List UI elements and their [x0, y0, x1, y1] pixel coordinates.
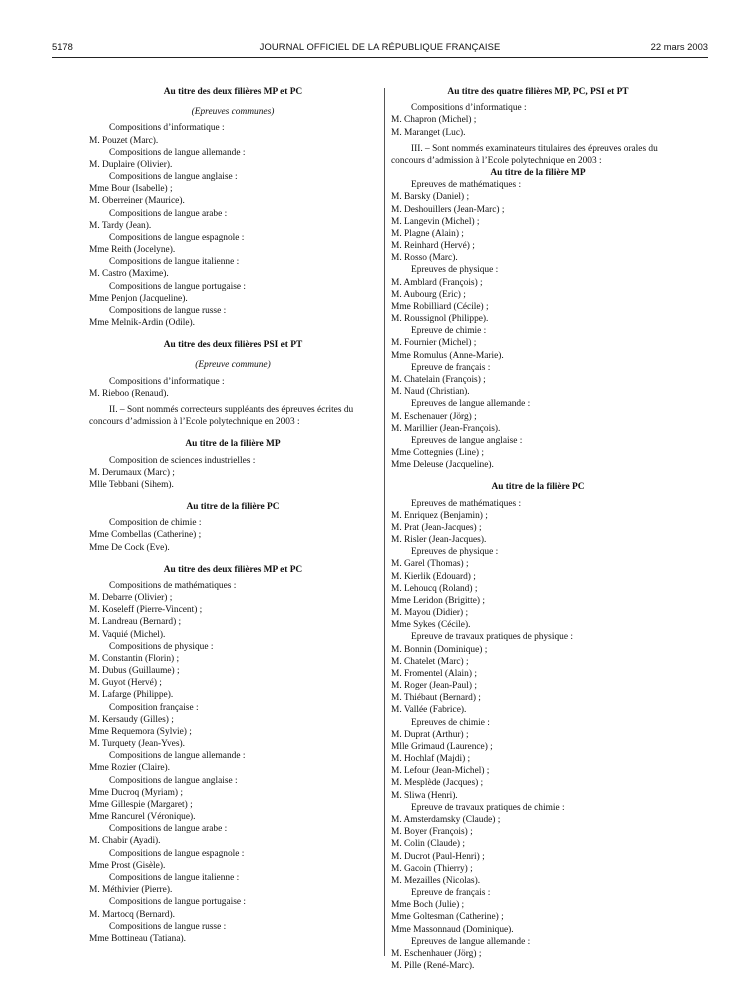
name-entry: Mme Massonnaud (Dominique).: [391, 924, 514, 935]
left-column: [89, 86, 377, 945]
name-entry: Mme Deleuse (Jacqueline).: [391, 460, 494, 471]
name-entry: M. Colin (Claude) ;: [391, 839, 465, 850]
name-entry: M. Sliwa (Henri).: [391, 790, 458, 801]
header-rule: [52, 57, 708, 58]
name-entry: Mlle Grimaud (Laurence) ;: [391, 741, 493, 752]
exam-label: Epreuve de chimie :: [411, 326, 487, 337]
name-entry: M. Tardy (Jean).: [89, 220, 152, 231]
name-entry: M. Langevin (Michel) ;: [391, 216, 480, 227]
name-entry: M. Castro (Maxime).: [89, 269, 169, 280]
exam-label: Compositions de langue italienne :: [109, 257, 240, 268]
paragraph: II. – Sont nommés correcteurs suppléants des épreuves écrites du concours d’admission à l’Ecole polytechnique en 2003 :: [89, 404, 354, 428]
exam-label: Epreuve de français :: [411, 888, 491, 899]
name-entry: Mme Boch (Julie) ;: [391, 900, 465, 911]
name-entry: M. Marillier (Jean-François).: [391, 423, 501, 434]
name-entry: M. Rieboo (Renaud).: [89, 388, 169, 399]
name-entry: M. Constantin (Florin) ;: [89, 653, 180, 664]
name-entry: M. Vallée (Fabrice).: [391, 705, 467, 716]
exam-label: Compositions de physique :: [109, 641, 214, 652]
page-number: 5178: [52, 41, 73, 52]
exam-label: Epreuves de langue anglaise :: [411, 435, 523, 446]
name-entry: M. Duprat (Arthur) ;: [391, 729, 469, 740]
name-entry: Mme Leridon (Brigitte) ;: [391, 595, 485, 606]
name-entry: M. Derumaux (Marc) ;: [89, 467, 175, 478]
name-entry: Mme Cottegnies (Line) ;: [391, 448, 484, 459]
name-entry: Mme De Cock (Eve).: [89, 542, 170, 553]
name-entry: M. Kierlik (Edouard) ;: [391, 571, 476, 582]
name-entry: M. Maranget (Luc).: [391, 127, 466, 138]
exam-label: Epreuves de physique :: [411, 547, 499, 558]
name-entry: M. Reinhard (Hervé) ;: [391, 241, 475, 252]
name-entry: M. Fromentel (Alain) ;: [391, 668, 477, 679]
name-entry: M. Chatelet (Marc) ;: [391, 656, 469, 667]
name-entry: M. Lehoucq (Roland) ;: [391, 583, 478, 594]
name-entry: M. Pouzet (Marc).: [89, 135, 159, 146]
exam-label: Epreuve de travaux pratiques de chimie :: [411, 802, 565, 813]
name-entry: M. Fournier (Michel) ;: [391, 338, 477, 349]
name-entry: M. Pille (René-Marc).: [391, 961, 475, 972]
exam-label: Epreuves de mathématiques :: [411, 498, 522, 509]
issue-date: 22 mars 2003: [650, 41, 708, 52]
name-entry: Mme Melnik-Ardin (Odile).: [89, 318, 195, 329]
exam-label: Compositions de langue russe :: [109, 305, 227, 316]
page-header: [52, 41, 708, 55]
name-entry: M. Chabir (Ayadi).: [89, 836, 161, 847]
name-entry: M. Chatelain (François) ;: [391, 374, 486, 385]
name-entry: M. Koseleff (Pierre-Vincent) ;: [89, 605, 203, 616]
exam-label: Composition de chimie :: [109, 518, 202, 529]
section-heading: Au titre des deux filières MP et PC: [163, 564, 303, 575]
name-entry: M. Mezailles (Nicolas).: [391, 875, 481, 886]
exam-label: Epreuves de langue allemande :: [411, 399, 531, 410]
section-heading: Au titre de la filière MP: [185, 439, 281, 450]
name-entry: M. Amblard (François) ;: [391, 277, 483, 288]
name-entry: M. Plagne (Alain) ;: [391, 228, 464, 239]
exam-label: Compositions de mathématiques :: [109, 580, 237, 591]
name-entry: M. Ducrot (Paul-Henri) ;: [391, 851, 485, 862]
exam-label: Compositions d’informatique :: [411, 103, 527, 114]
exam-label: Composition française :: [109, 702, 199, 713]
exam-label: Compositions de langue anglaise :: [109, 172, 238, 183]
name-entry: M. Debarre (Olivier) ;: [89, 593, 173, 604]
name-entry: M. Guyot (Hervé) ;: [89, 678, 162, 689]
name-entry: M. Martocq (Bernard).: [89, 909, 175, 920]
name-entry: M. Eschenhauer (Jörg) ;: [391, 948, 482, 959]
right-column: [391, 86, 685, 972]
name-entry: Mme Penjon (Jacqueline).: [89, 293, 188, 304]
name-entry: Mme Rancurel (Véronique).: [89, 812, 196, 823]
name-entry: M. Turquety (Jean-Yves).: [89, 739, 185, 750]
exam-label: Compositions de langue arabe :: [109, 824, 228, 835]
exam-label: Compositions de langue allemande :: [109, 147, 246, 158]
name-entry: M. Méthivier (Pierre).: [89, 885, 173, 896]
name-entry: M. Dubus (Guillaume) ;: [89, 666, 180, 677]
exam-label: Epreuve de français :: [411, 362, 491, 373]
name-entry: M. Rosso (Marc).: [391, 253, 458, 264]
name-entry: M. Lafarge (Philippe).: [89, 690, 174, 701]
name-entry: Mme Requemora (Sylvie) ;: [89, 726, 192, 737]
paragraph: III. – Sont nommés examinateurs titulaires des épreuves orales du concours d’admission à l’Ecole polytechnique en 2003 :: [391, 143, 658, 166]
section-heading: Au titre des deux filières PSI et PT: [163, 340, 303, 351]
exam-label: Compositions de langue arabe :: [109, 208, 228, 219]
exam-label: Composition de sciences industrielles :: [109, 455, 256, 466]
name-entry: M. Naud (Christian).: [391, 387, 470, 398]
name-entry: M. Deshouillers (Jean-Marc) ;: [391, 204, 505, 215]
name-entry: M. Garel (Thomas) ;: [391, 559, 469, 570]
name-entry: Mme Ducroq (Myriam) ;: [89, 787, 183, 798]
name-entry: M. Bonnin (Dominique) ;: [391, 644, 488, 655]
name-entry: M. Vaquié (Michel).: [89, 629, 166, 640]
name-entry: M. Thiébaut (Bernard) ;: [391, 693, 481, 704]
exam-label: Epreuves de langue allemande :: [411, 936, 531, 947]
exam-label: Compositions de langue italienne :: [109, 873, 240, 883]
exam-label: Epreuves de physique :: [411, 265, 499, 276]
name-entry: M. Boyer (François) ;: [391, 827, 473, 838]
name-entry: Mme Rozier (Claire).: [89, 763, 170, 774]
exam-label: Compositions de langue espagnole :: [109, 848, 245, 859]
exam-label: Compositions de langue russe :: [109, 921, 227, 932]
exam-label: Epreuve de travaux pratiques de physique :: [411, 632, 573, 643]
name-entry: M. Roger (Jean-Paul) ;: [391, 681, 477, 692]
section-subtitle: (Epreuve commune): [195, 360, 271, 371]
name-entry: Mme Bottineau (Tatiana).: [89, 933, 186, 944]
name-entry: M. Enriquez (Benjamin) ;: [391, 510, 488, 521]
exam-label: Compositions d’informatique :: [109, 376, 225, 387]
section-heading: Au titre de la filière PC: [491, 482, 585, 493]
name-entry: Mme Sykes (Cécile).: [391, 620, 471, 631]
name-entry: M. Prat (Jean-Jacques) ;: [391, 522, 482, 533]
name-entry: M. Landreau (Bernard) ;: [89, 617, 182, 628]
name-entry: M. Lefour (Jean-Michel) ;: [391, 766, 490, 777]
section-heading: Au titre des deux filières MP et PC: [163, 87, 303, 97]
exam-label: Compositions de langue anglaise :: [109, 775, 238, 786]
name-entry: Mlle Tebbani (Sihem).: [89, 479, 174, 490]
name-entry: Mme Robilliard (Cécile) ;: [391, 301, 489, 312]
name-entry: M. Eschenauer (Jörg) ;: [391, 411, 477, 422]
name-entry: M. Barsky (Daniel) ;: [391, 192, 470, 203]
name-entry: M. Risler (Jean-Jacques).: [391, 535, 487, 546]
name-entry: M. Amsterdamsky (Claude) ;: [391, 815, 501, 825]
name-entry: M. Duplaire (Olivier).: [89, 159, 173, 170]
section-heading: Au titre de la filière PC: [186, 502, 280, 513]
name-entry: Mme Bour (Isabelle) ;: [89, 184, 173, 195]
name-entry: Mme Goltesman (Catherine) ;: [391, 912, 504, 923]
name-entry: M. Gacoin (Thierry) ;: [391, 863, 473, 874]
exam-label: Compositions de langue espagnole :: [109, 232, 245, 243]
journal-title: JOURNAL OFFICIEL DE LA RÉPUBLIQUE FRANÇAISE: [259, 41, 501, 52]
name-entry: Mme Combellas (Catherine) ;: [89, 530, 202, 541]
column-divider: [384, 88, 385, 956]
name-entry: M. Mesplède (Jacques) ;: [391, 778, 484, 789]
name-entry: M. Roussignol (Philippe).: [391, 314, 489, 325]
section-heading: Au titre des quatre filières MP, PC, PSI et PT: [447, 87, 629, 97]
name-entry: Mme Gillespie (Margaret) ;: [89, 799, 193, 810]
name-entry: M. Oberreiner (Maurice).: [89, 196, 185, 207]
exam-label: Compositions de langue portugaise :: [109, 281, 246, 292]
name-entry: Mme Prost (Gisèle).: [89, 860, 166, 871]
exam-label: Epreuves de mathématiques :: [411, 180, 522, 191]
name-entry: M. Kersaudy (Gilles) ;: [89, 714, 174, 725]
section-heading: Au titre de la filière MP: [490, 168, 586, 179]
name-entry: M. Hochlaf (Majdi) ;: [391, 754, 471, 765]
name-entry: M. Mayou (Didier) ;: [391, 608, 469, 619]
exam-label: Compositions d’informatique :: [109, 123, 225, 134]
name-entry: Mme Romulus (Anne-Marie).: [391, 350, 504, 361]
name-entry: M. Chapron (Michel) ;: [391, 115, 477, 126]
name-entry: M. Aubourg (Eric) ;: [391, 289, 466, 300]
section-subtitle: (Epreuves communes): [191, 107, 275, 118]
exam-label: Epreuves de chimie :: [411, 717, 490, 728]
exam-label: Compositions de langue allemande :: [109, 751, 246, 762]
name-entry: Mme Reith (Jocelyne).: [89, 245, 176, 256]
exam-label: Compositions de langue portugaise :: [109, 897, 246, 908]
